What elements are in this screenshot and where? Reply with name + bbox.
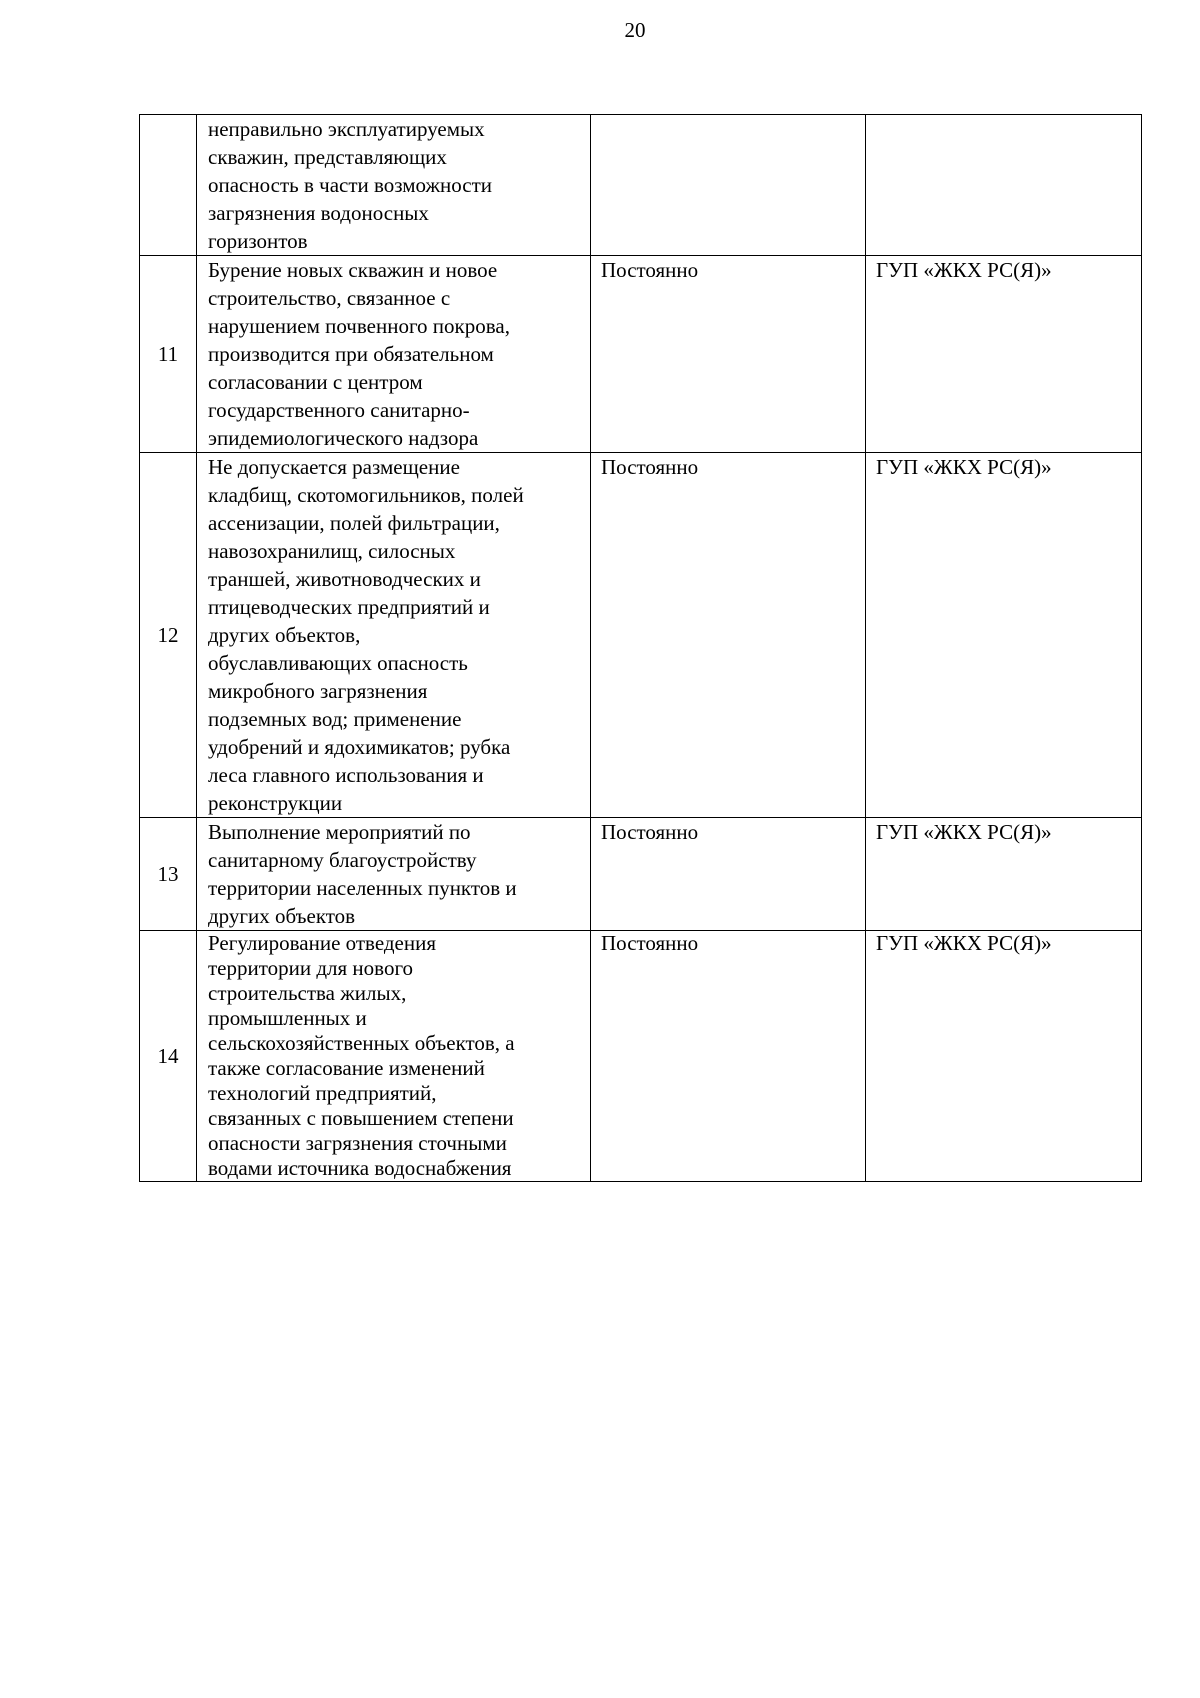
responsible-cell: [866, 115, 1142, 256]
measure-description-line: государственного санитарно-: [208, 398, 470, 422]
table-row: [140, 931, 1142, 1182]
measure-description-line: неправильно эксплуатируемых: [208, 117, 485, 141]
measure-description-line: территории для нового: [208, 956, 414, 980]
measure-description-line: леса главного использования и: [208, 763, 484, 787]
measure-description-line: опасность в части возможности: [208, 173, 493, 197]
measure-description-cell: [197, 931, 591, 1182]
measure-description-line: сельскохозяйственных объектов, а: [208, 1031, 515, 1055]
measure-description-line: санитарному благоустройству: [208, 848, 477, 872]
responsible-cell: ГУП «ЖКХ РС(Я)»: [866, 453, 1142, 818]
measures-table-body: [140, 115, 1142, 1182]
table-row: [140, 453, 1142, 818]
measures-table: [139, 114, 1142, 1182]
measure-description-line: технологий предприятий,: [208, 1081, 437, 1105]
row-number-cell: 12: [140, 453, 197, 818]
measure-description-line: Бурение новых скважин и новое: [208, 258, 498, 282]
measure-description-line: связанных с повышением степени: [208, 1106, 514, 1130]
measure-description-cell: [197, 453, 591, 818]
measure-description-line: микробного загрязнения: [208, 679, 428, 703]
measure-description-line: территории населенных пунктов и: [208, 876, 517, 900]
measure-description-cell: [197, 818, 591, 931]
responsible-cell: ГУП «ЖКХ РС(Я)»: [866, 256, 1142, 453]
responsible-cell: ГУП «ЖКХ РС(Я)»: [866, 931, 1142, 1182]
measure-description-line: других объектов,: [208, 623, 361, 647]
row-number-cell: 11: [140, 256, 197, 453]
measure-description-line: птицеводческих предприятий и: [208, 595, 490, 619]
table-row: [140, 256, 1142, 453]
table-row: [140, 818, 1142, 931]
period-cell: Постоянно: [591, 256, 866, 453]
responsible-cell: ГУП «ЖКХ РС(Я)»: [866, 818, 1142, 931]
table-row: [140, 115, 1142, 256]
measure-description-line: скважин, представляющих: [208, 145, 447, 169]
period-cell: Постоянно: [591, 818, 866, 931]
measure-description-line: подземных вод; применение: [208, 707, 462, 731]
row-number-cell: [140, 115, 197, 256]
measure-description-cell: [197, 256, 591, 453]
measure-description-cell: [197, 115, 591, 256]
measure-description-line: ассенизации, полей фильтрации,: [208, 511, 500, 535]
measure-description-line: строительство, связанное с: [208, 286, 451, 310]
measure-description-line: Регулирование отведения: [208, 931, 437, 955]
measure-description-line: Не допускается размещение: [208, 455, 460, 479]
row-number-cell: 14: [140, 931, 197, 1182]
measure-description-line: обуславливающих опасность: [208, 651, 468, 675]
period-cell: Постоянно: [591, 931, 866, 1182]
measure-description-line: Выполнение мероприятий по: [208, 820, 471, 844]
period-cell: [591, 115, 866, 256]
measure-description-line: производится при обязательном: [208, 342, 494, 366]
measure-description-line: опасности загрязнения сточными: [208, 1131, 507, 1155]
measure-description-line: водами источника водоснабжения: [208, 1156, 512, 1180]
measure-description-line: загрязнения водоносных: [208, 201, 429, 225]
measure-description-line: согласовании с центром: [208, 370, 423, 394]
measure-description-line: траншей, животноводческих и: [208, 567, 481, 591]
measure-description-line: других объектов: [208, 904, 356, 928]
page-number: 20: [624, 18, 646, 42]
row-number-cell: 13: [140, 818, 197, 931]
period-cell: Постоянно: [591, 453, 866, 818]
measure-description-line: удобрений и ядохимикатов; рубка: [208, 735, 511, 759]
measure-description-line: также согласование изменений: [208, 1056, 485, 1080]
measure-description-line: промышленных и: [208, 1006, 367, 1030]
measure-description-line: эпидемиологического надзора: [208, 426, 479, 450]
measure-description-line: строительства жилых,: [208, 981, 407, 1005]
measure-description-line: горизонтов: [208, 229, 308, 253]
measure-description-line: навозохранилищ, силосных: [208, 539, 456, 563]
measure-description-line: кладбищ, скотомогильников, полей: [208, 483, 524, 507]
measure-description-line: нарушением почвенного покрова,: [208, 314, 510, 338]
measure-description-line: реконструкции: [208, 791, 343, 815]
